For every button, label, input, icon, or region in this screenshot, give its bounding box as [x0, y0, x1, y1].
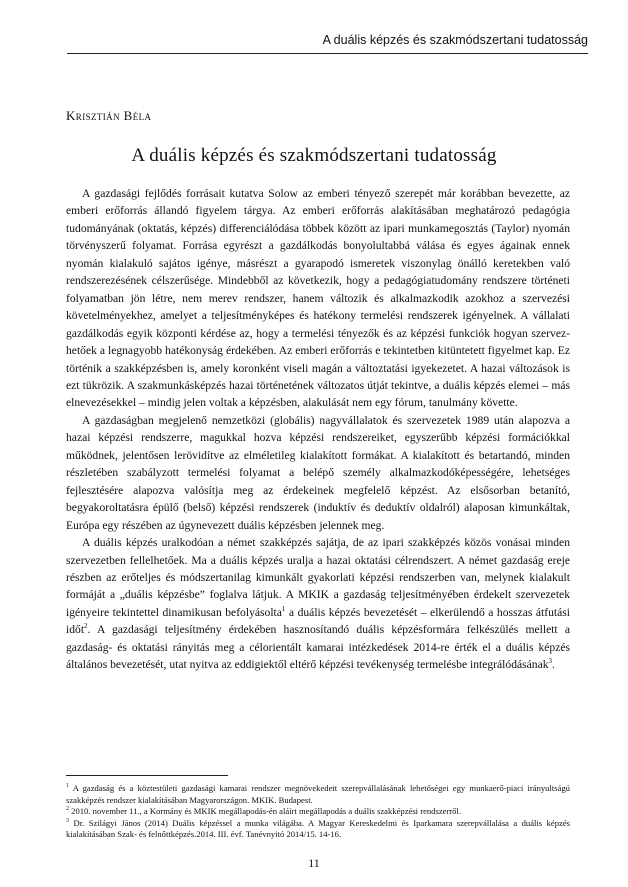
- body-paragraph-2: A gazdaságban megjelenő nemzetközi (globális) nagyvállalatok és szervezetek 1989 után alapozva a hazai képzési rendszerre, magukkal hozva képzési rendszereiket, egyszerűbb képzési formációkkal működnek, jelentősen lerövidítve az elméletileg kialakított formákat. A kialakított és betartandó, minden részletében szabályzott termelési folyamat a belépő személy alkalmazkodóképességére, lehetséges fejlesztésére alapozva valósítja meg az érdekeinek megfelelő képzést. Az elsősorban betanító, begyakoroltatásra épülő (belső) képzési rendszerek (induktív és deduktív oldalról) alaposan kimunkáltak, Európa egy részében az úgynevezett duális képzésben jelennek meg.: [66, 413, 570, 532]
- footnote-separator: [66, 775, 228, 776]
- footnote-text: A gazdaság és a köztestületi gazdasági kamarai rendszer megnövekedett szerepvállalásának lehetőségei egy munkaerő-piaci irányultságú szakképzés rendszer kialakításában Magyarországon. MKIK. Budapest.: [66, 783, 570, 805]
- footnote-marker: 3: [66, 817, 69, 824]
- paragraph-text: .: [552, 658, 555, 672]
- footnote-marker: 1: [66, 783, 69, 790]
- body-paragraph-3: [66, 534, 570, 674]
- page-number: 11: [308, 856, 320, 870]
- article-body: [66, 185, 570, 674]
- footnote-ref-2[interactable]: 2: [84, 622, 88, 631]
- body-paragraph-1: A gazdasági fejlődés forrásait kutatva Solow az emberi tényező szerepét már korábban bevezette, az emberi erőforrás állandó figyelem tárgya. Az emberi erőforrás alakításában meghatározó pedagógia tudományának (oktatás, képzés) differenciálódása többek között az ipari munkamegosztás (Taylor) nyomán törvényszerű folyamat. Forrása egyrészt a gazdálkodás bonyolultabbá válása és egyes ágainak ennek nyomán kialakuló sajátos igénye, másrészt a gyarapodó ismeretek viszonylag önálló keretekben való rendszerezésének célszerűsége. Mindebből az következik, hogy a pedagógiatudomány rendszere történeti folyamatban jön létre, nem merev rendszer, hanem változik és alkalmazkodik azokhoz a szervezési követelményekhez, amelyet a teljesítményképes és hatékony termelési rendszerek igényelnek. A vállalati gazdálkodás egyik központi kérdése az, hogy a termelési tényezők és az képzési funkciók hogyan szervezhetőek a legnagyobb hatékonyság érdekében. Az emberi erőforrás e tekintetben kitüntetett figyelmet kap. Ez történik a szakképzésben is, amely koronként viseli magán a változtatási igyekezetet. A hazai változások is ezt tükrözik. A szakmunkásképzés hazai történetének változatos útját tekintve, a duális képzés elemei – más elnevezésekkel – mindig jelen voltak a képzésben, alakulását nem egy fórum, tanulmány követte.: [66, 187, 570, 410]
- header-rule: [67, 53, 588, 54]
- paragraph-text: . A gazdasági teljesítmény érdekében hasznosítandó duális képzésformára felkészülés mellett a gazdaság- és oktatási rányitás meg a célorientált kamarai intézkedések 2014-re érték el a duális képzés általános bevezetését, utat nyitva az eddigiektől eltérő képzési tevékenység termelésbe integrálódásának: [66, 623, 570, 672]
- footnote-marker: 2: [66, 806, 69, 813]
- footnote-1: [66, 783, 570, 806]
- running-header: A duális képzés és szakmódszertani tudatosság: [322, 33, 588, 47]
- footnote-2: [66, 806, 570, 818]
- footnote-ref-1[interactable]: 1: [281, 605, 286, 614]
- footnote-ref-3[interactable]: 3: [548, 657, 553, 666]
- footnote-3: [66, 818, 570, 841]
- footnote-text: 2010. november 11., a Kormány és MKIK megállapodás-én aláírt megállapodás a duális szakképzési rendszerről.: [71, 806, 462, 817]
- author-name: Krisztián Béla: [66, 108, 152, 123]
- paragraph-text: A duális képzés uralkodóan a német szakképzés sajátja, de az ipari szakképzés közös vonásai minden szervezetben fellelhetőek. Ma a duális képzés uralja a hazai oktatási célrendszert. A német gazdaság ereje részben az erőteljes és módszertanilag kimunkált gyakorlati képzési rendszerben van, melynek kialakult formáját a „duális képzésbe” foglalva látjuk. A MKIK a gazdaság teljesítményében érdekelt szervezetek igényeire tekintettel dinamikusan befolyásolta: [66, 536, 570, 619]
- paragraph-text: a duális képzés bevezetését – elkerülendő a hosszas átfutási időt: [66, 605, 570, 637]
- footnote-text: Dr. Szilágyi János (2014) Duális képzéssel a munka világába. A Magyar Kereskedelmi és Iparkamara szerepvállalása a duális képzés kialakításában Szak- és felnőttképzés.2014. III. évf. Tanévnyitó 2014/15. 14-16.: [66, 817, 570, 840]
- article-title: A duális képzés és szakmódszertani tudatosság: [131, 145, 497, 166]
- footnotes: [66, 783, 570, 841]
